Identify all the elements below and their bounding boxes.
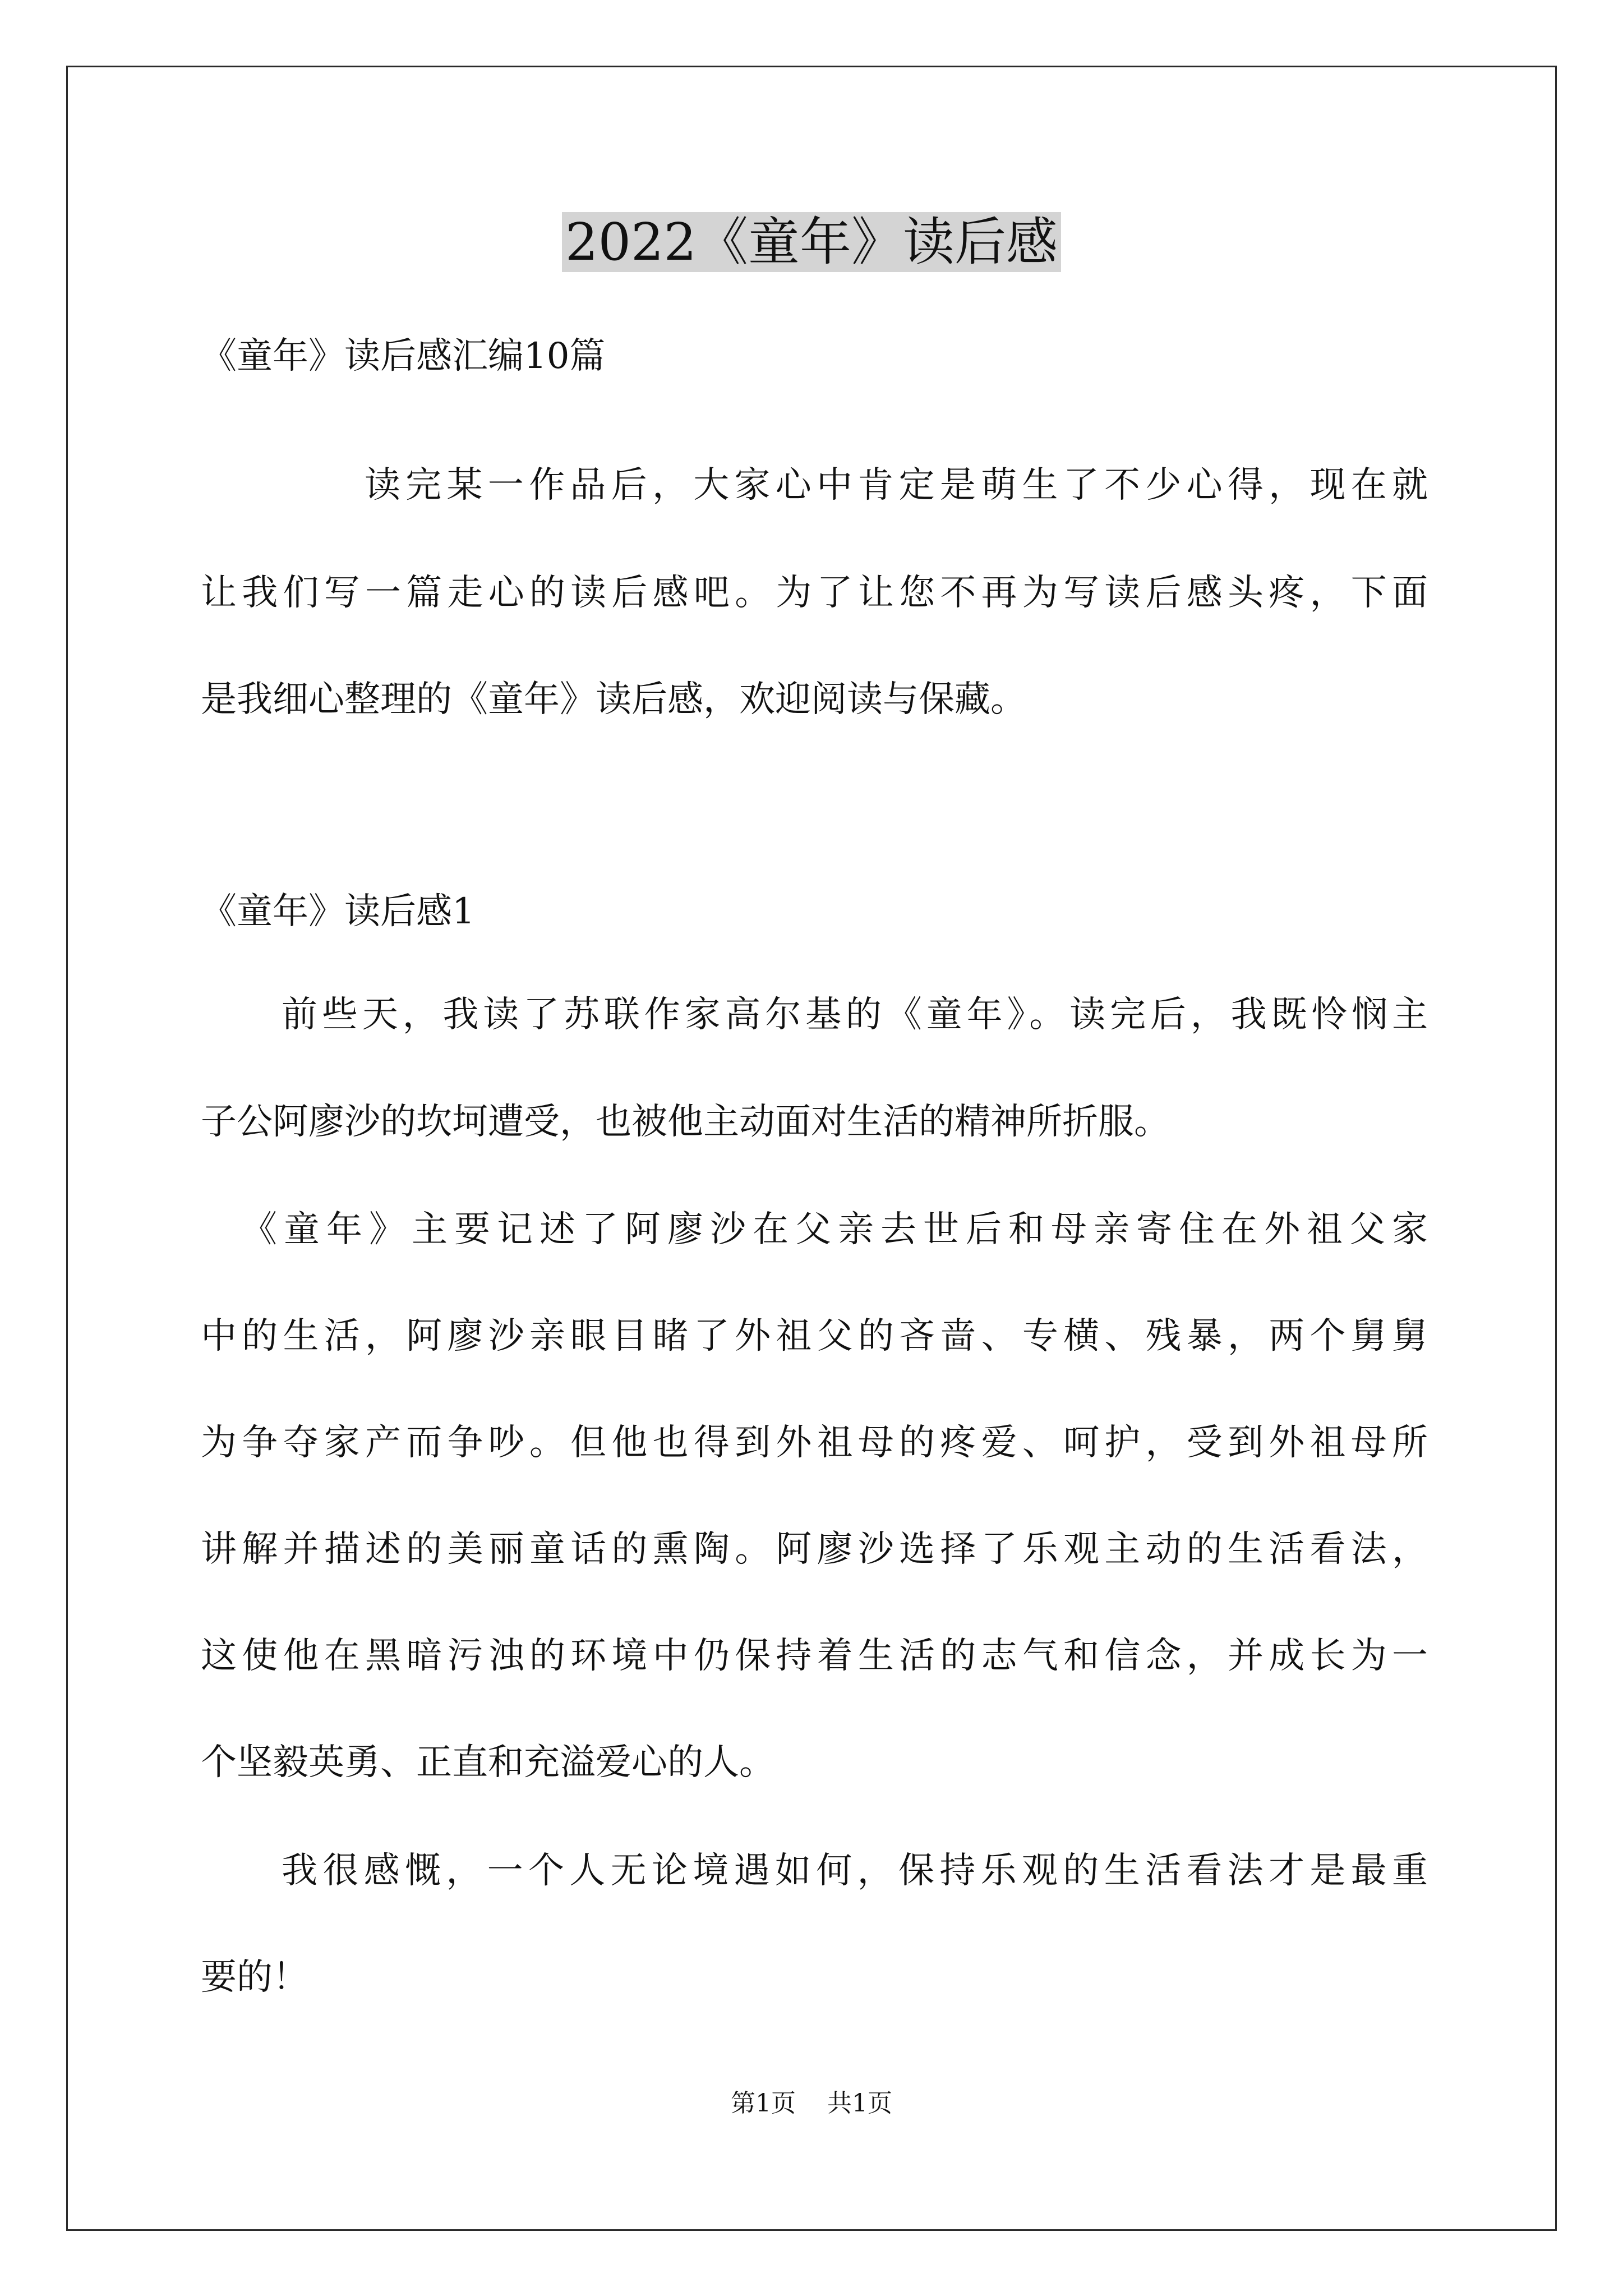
page-total: 共1页	[827, 2089, 892, 2118]
section-heading: 《童年》读后感1	[201, 891, 475, 932]
body-line-4: 中的生活，阿廖沙亲眼目睹了外祖父的吝啬、专横、残暴，两个舅舅	[201, 1315, 1428, 1357]
page-footer	[0, 2087, 1623, 2120]
intro-line-2: 让我们写一篇走心的读后感吧。为了让您不再为写读后感头疼，下面	[201, 572, 1428, 614]
body-line-2: 子公阿廖沙的坎坷遭受，也被他主动面对生活的精神所折服。	[201, 1101, 1170, 1143]
body-line-10: 要的！	[201, 1957, 308, 1998]
page-number: 第1页	[731, 2089, 796, 2118]
document-title-text: 2022《童年》读后感	[562, 212, 1061, 272]
body-line-7: 这使他在黑暗污浊的环境中仍保持着生活的志气和信念，并成长为一	[201, 1635, 1428, 1677]
intro-line-3: 是我细心整理的《童年》读后感，欢迎阅读与保藏。	[201, 679, 1026, 720]
body-line-1: 前些天，我读了苏联作家高尔基的《童年》。读完后，我既怜悯主	[282, 994, 1428, 1036]
intro-line-1: 读完某一作品后，大家心中肯定是萌生了不少心得，现在就	[365, 464, 1428, 506]
document-subtitle: 《童年》读后感汇编10篇	[201, 335, 606, 377]
document-title	[0, 203, 1623, 282]
body-line-8: 个坚毅英勇、正直和充溢爱心的人。	[201, 1742, 775, 1783]
page-border	[66, 66, 1557, 2231]
body-line-5: 为争夺家产而争吵。但他也得到外祖母的疼爱、呵护，受到外祖母所	[201, 1422, 1428, 1464]
body-line-6: 讲解并描述的美丽童话的熏陶。阿廖沙选择了乐观主动的生活看法，	[201, 1529, 1428, 1570]
body-line-3: 《童年》主要记述了阿廖沙在父亲去世后和母亲寄住在外祖父家	[241, 1209, 1428, 1250]
body-line-9: 我很感慨，一个人无论境遇如何，保持乐观的生活看法才是最重	[282, 1850, 1428, 1892]
